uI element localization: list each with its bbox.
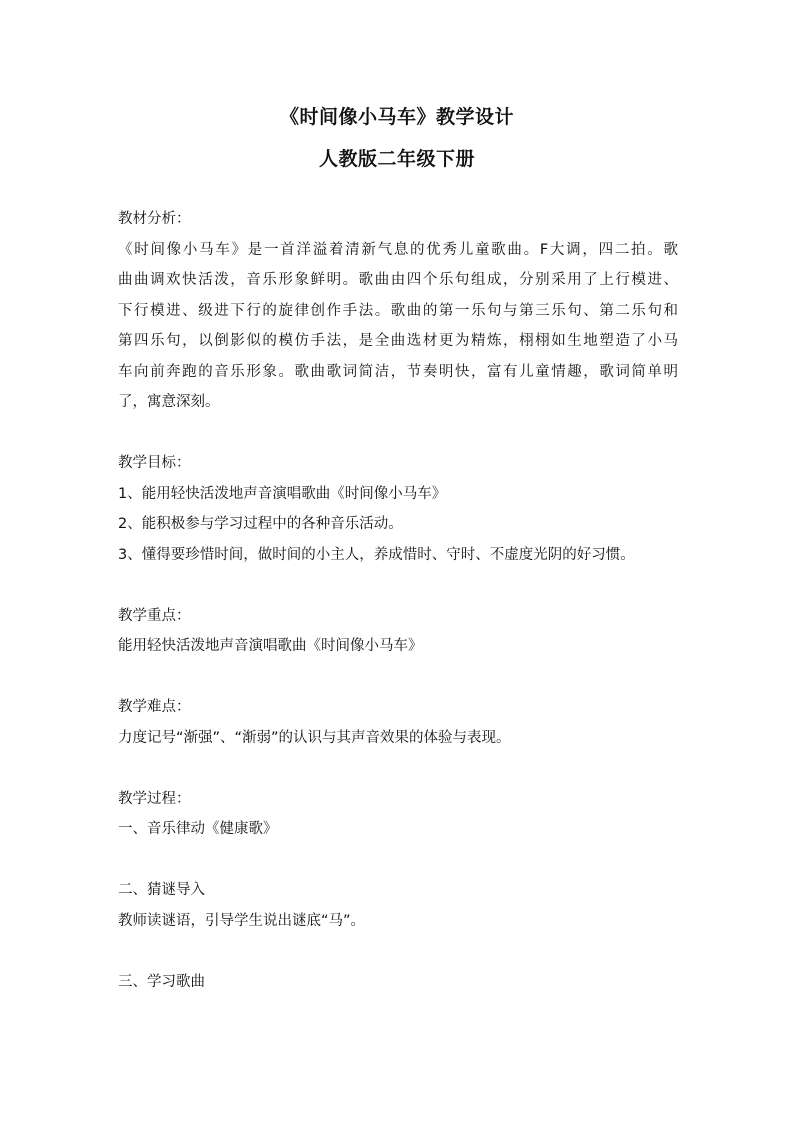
analysis-line: 第四乐句，以倒影似的模仿手法，是全曲选材更为精炼，栩栩如生地塑造了小马 [118,333,678,349]
spacer [118,845,678,876]
key-points-text: 能用轻快活泼地声音演唱歌曲《时间像小马车》 [118,638,423,654]
document-body [118,204,678,997]
analysis-line: 下行模进、级进下行的旋律创作手法。歌曲的第一乐句与第三乐句、第二乐句和 [118,302,678,319]
goals-heading: 教学目标： [118,455,191,471]
key-points-heading: 教学重点： [118,607,191,624]
goal-item: 2、能积极参与学习过程中的各种音乐活动。 [118,516,403,532]
goal-item: 3、懂得要珍惜时间，做时间的小主人，养成惜时、守时、不虚度光阴的好习惯。 [118,546,635,563]
page-title: 《时间像小马车》教学设计 [279,106,514,128]
difficulties-text: 力度记号“渐强”、“渐弱”的认识与其声音效果的体验与表现。 [118,729,511,746]
page-subtitle: 人教版二年级下册 [318,148,475,170]
process-heading: 教学过程： [118,790,191,807]
goal-item: 1、能用轻快活泼地声音演唱歌曲《时间像小马车》 [118,485,447,502]
spacer [118,753,678,784]
process-step-2: 二、猜谜导入 [118,882,205,898]
spacer [118,418,678,449]
process-step-2-text: 教师读谜语，引导学生说出谜底“马”。 [118,912,366,929]
difficulties-heading: 教学难点： [118,699,191,715]
spacer [118,570,678,601]
analysis-line: 了，寓意深刻。 [118,394,220,410]
analysis-heading: 教材分析： [118,211,191,227]
spacer [118,936,678,967]
process-step-3: 三、学习歌曲 [118,973,205,990]
spacer [118,662,678,693]
analysis-line: 《时间像小马车》是一首洋溢着清新气息的优秀儿童歌曲。F大调，四二拍。歌 [118,241,678,258]
analysis-line: 车向前奔跑的音乐形象。歌曲歌词简洁，节奏明快，富有儿童情趣，歌词简单明 [118,363,678,380]
process-step-1: 一、音乐律动《健康歌》 [118,821,278,837]
analysis-line: 曲曲调欢快活泼，音乐形象鲜明。歌曲由四个乐句组成，分别采用了上行模进、 [118,272,678,288]
